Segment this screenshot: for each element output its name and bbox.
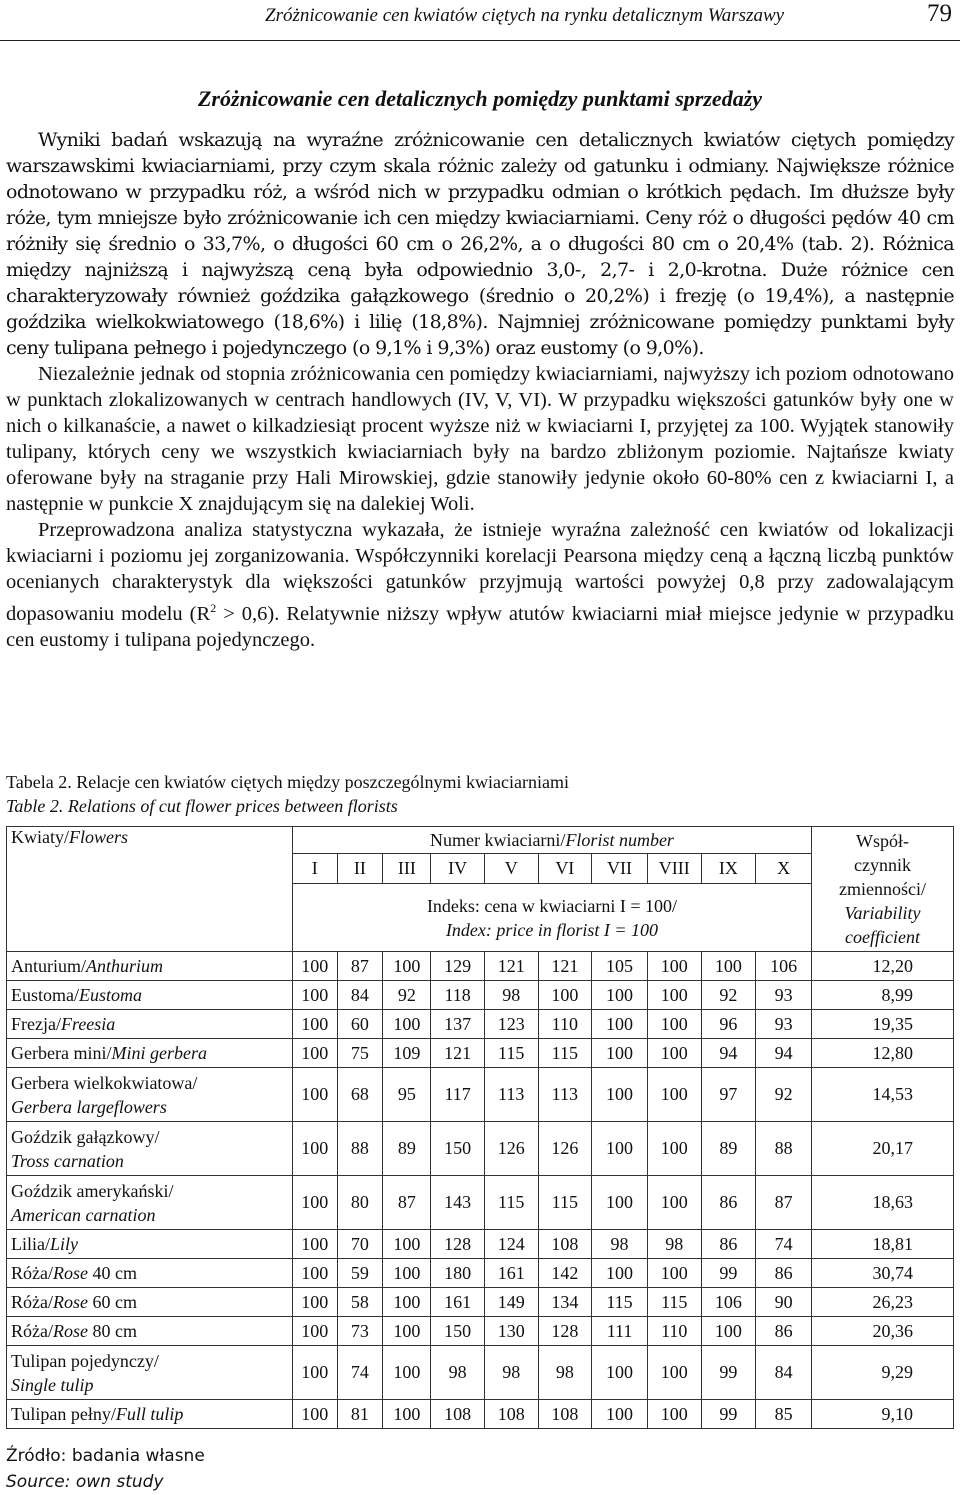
- index-value-cell: 130: [484, 1317, 538, 1346]
- index-value-cell: 92: [701, 981, 756, 1010]
- index-value-cell: 100: [647, 1068, 701, 1122]
- index-value-cell: 100: [292, 1288, 337, 1317]
- index-value-cell: 100: [701, 952, 756, 981]
- flower-name-cell: [7, 1230, 293, 1259]
- index-value-cell: 98: [538, 1346, 592, 1400]
- index-value-cell: 87: [756, 1176, 812, 1230]
- caption-en: Table 2. Relations of cut flower prices between florists: [6, 796, 398, 816]
- table-row: [7, 1230, 954, 1259]
- flower-name-pl: Gerbera wielkokwiatowa/: [11, 1072, 198, 1093]
- index-value-cell: 108: [431, 1400, 485, 1429]
- flower-length: 40 cm: [88, 1263, 137, 1283]
- index-value-cell: 128: [538, 1317, 592, 1346]
- index-value-cell: 100: [592, 1176, 648, 1230]
- index-value-cell: 115: [647, 1288, 701, 1317]
- index-value-cell: 85: [756, 1400, 812, 1429]
- index-value-cell: 161: [431, 1288, 485, 1317]
- index-value-cell: 89: [383, 1122, 431, 1176]
- index-value-cell: 110: [647, 1317, 701, 1346]
- index-value-cell: 100: [292, 1068, 337, 1122]
- index-value-cell: 115: [484, 1039, 538, 1068]
- flower-name-en: Rose: [53, 1321, 88, 1341]
- index-value-cell: 100: [647, 1010, 701, 1039]
- index-value-cell: 117: [431, 1068, 485, 1122]
- index-value-cell: 100: [592, 1400, 648, 1429]
- flower-name-pl: Lilia/: [11, 1234, 50, 1254]
- index-value-cell: 100: [292, 1039, 337, 1068]
- florist-number-cell: X: [756, 854, 812, 884]
- index-value-cell: 115: [538, 1176, 592, 1230]
- index-value-cell: 74: [337, 1346, 383, 1400]
- index-value-cell: 100: [383, 1259, 431, 1288]
- index-value-cell: 98: [484, 1346, 538, 1400]
- index-value-cell: 99: [701, 1259, 756, 1288]
- flower-name-cell: [7, 1122, 293, 1176]
- index-value-cell: 68: [337, 1068, 383, 1122]
- index-value-cell: 75: [337, 1039, 383, 1068]
- index-value-cell: 94: [701, 1039, 756, 1068]
- index-value-cell: 108: [484, 1400, 538, 1429]
- index-value-cell: 100: [701, 1317, 756, 1346]
- flower-length: 60 cm: [88, 1292, 137, 1312]
- body-text: [6, 127, 954, 653]
- flower-name-pl: Goździk amerykański/: [11, 1180, 174, 1201]
- index-value-cell: 108: [538, 1400, 592, 1429]
- index-value-cell: 105: [592, 952, 648, 981]
- index-value-cell: 149: [484, 1288, 538, 1317]
- index-value-cell: 109: [383, 1039, 431, 1068]
- header-index: Indeks: cena w kwiaciarni I = 100/ Index: price in florist I = 100: [292, 884, 811, 952]
- index-value-cell: 100: [383, 1346, 431, 1400]
- flower-name-en: Mini gerbera: [111, 1043, 207, 1063]
- flower-name-pl: Tulipan pełny/: [11, 1404, 116, 1424]
- flower-name-cell: [7, 1039, 293, 1068]
- index-value-cell: 100: [647, 981, 701, 1010]
- index-value-cell: 100: [292, 1400, 337, 1429]
- index-value-cell: 100: [538, 981, 592, 1010]
- index-value-cell: 106: [756, 952, 812, 981]
- flower-name-en: Rose: [53, 1292, 88, 1312]
- index-value-cell: 100: [292, 1176, 337, 1230]
- flower-name-pl: Eustoma/: [11, 985, 79, 1005]
- index-value-cell: 100: [647, 1039, 701, 1068]
- index-value-cell: 80: [337, 1176, 383, 1230]
- index-value-cell: 86: [701, 1230, 756, 1259]
- index-value-cell: 98: [592, 1230, 648, 1259]
- variability-cell: 18,63: [812, 1176, 954, 1230]
- index-value-cell: 89: [701, 1122, 756, 1176]
- index-value-cell: 90: [756, 1288, 812, 1317]
- index-value-cell: 94: [756, 1039, 812, 1068]
- index-value-cell: 142: [538, 1259, 592, 1288]
- index-value-cell: 59: [337, 1259, 383, 1288]
- table-row: [7, 1010, 954, 1039]
- index-value-cell: 86: [756, 1259, 812, 1288]
- index-value-cell: 92: [756, 1068, 812, 1122]
- index-value-cell: 121: [538, 952, 592, 981]
- page-header: [0, 0, 960, 41]
- variability-cell: 26,23: [812, 1288, 954, 1317]
- index-value-cell: 98: [431, 1346, 485, 1400]
- flower-name-cell: [7, 1259, 293, 1288]
- flower-name-en: Eustoma: [79, 985, 142, 1005]
- index-value-cell: 113: [538, 1068, 592, 1122]
- index-value-cell: 86: [701, 1176, 756, 1230]
- index-value-cell: 88: [756, 1122, 812, 1176]
- table-row: [7, 1068, 954, 1122]
- variability-cell: 20,36: [812, 1317, 954, 1346]
- index-value-cell: 86: [756, 1317, 812, 1346]
- index-value-cell: 100: [592, 1068, 648, 1122]
- index-value-cell: 100: [292, 981, 337, 1010]
- index-value-cell: 161: [484, 1259, 538, 1288]
- paragraph-1: Wyniki badań wskazują na wyraźne zróżnicowanie cen detalicznych kwiatów ciętych pomiędzy warszawskimi kwiaciarniami, przy czym skala różnic zależy od gatunku i odmiany. Największe różnice odnotowano w przypadku róż, a wśród nich w przypadku odmian o krótkich pędach. Im dłuższe były róże, tym mniejsze było zróżnicowanie ich cen między kwiaciarniami. Ceny róż o długości pędów 40 cm różniły się średnio o 33,7%, o długości 60 cm o 26,2%, a o długości 80 cm o 20,4% (tab. 2). Różnica między najniższą i najwyższą ceną była odpowiednio 3,0-, 2,7- i 2,0-krotna. Duże różnice cen charakteryzowały również goździka gałązkowego (średnio o 20,2%) i frezję (o 19,4%), a następnie goździka wielkokwiatowego (18,6%) i lilię (18,8%). Najmniej zróżnicowane pomiędzy punktami były ceny tulipana pełnego i pojedynczego (o 9,1% i 9,3%) oraz eustomy (o 9,0%).: [6, 129, 954, 359]
- variability-cell: 12,80: [812, 1039, 954, 1068]
- flower-name-cell: [7, 1317, 293, 1346]
- index-value-cell: 73: [337, 1317, 383, 1346]
- flower-name-cell: [7, 1288, 293, 1317]
- variability-cell: 9,29: [812, 1346, 954, 1400]
- florist-number-cell: VII: [592, 854, 648, 884]
- variability-cell: 14,53: [812, 1068, 954, 1122]
- index-value-cell: 100: [383, 1230, 431, 1259]
- florist-number-cell: IV: [431, 854, 485, 884]
- index-value-cell: 100: [592, 1122, 648, 1176]
- price-relations-table: [6, 826, 954, 1429]
- index-value-cell: 106: [701, 1288, 756, 1317]
- flower-name-cell: [7, 981, 293, 1010]
- index-value-cell: 134: [538, 1288, 592, 1317]
- source-pl: Źródło: badania własne: [6, 1446, 205, 1466]
- index-value-cell: 84: [337, 981, 383, 1010]
- header-florist-number: Numer kwiaciarni/Florist number: [292, 827, 811, 854]
- index-value-cell: 100: [383, 1400, 431, 1429]
- flower-name-pl: Tulipan pojedynczy/: [11, 1350, 159, 1371]
- florist-number-cell: III: [383, 854, 431, 884]
- index-value-cell: 88: [337, 1122, 383, 1176]
- index-value-cell: 100: [383, 1010, 431, 1039]
- index-value-cell: 81: [337, 1400, 383, 1429]
- flower-name-en: Anthurium: [86, 956, 164, 976]
- table-row: [7, 1176, 954, 1230]
- index-value-cell: 100: [292, 1259, 337, 1288]
- index-value-cell: 98: [647, 1230, 701, 1259]
- index-value-cell: 99: [701, 1346, 756, 1400]
- index-value-cell: 126: [538, 1122, 592, 1176]
- table-source: [6, 1443, 205, 1495]
- index-value-cell: 126: [484, 1122, 538, 1176]
- index-value-cell: 93: [756, 1010, 812, 1039]
- table-row: [7, 1346, 954, 1400]
- flower-name-pl: Róża/: [11, 1321, 53, 1341]
- florist-number-cell: VI: [538, 854, 592, 884]
- flower-name-en: American carnation: [11, 1204, 156, 1225]
- flower-name-en: Gerbera largeflowers: [11, 1096, 167, 1117]
- header-variability: Współ- czynnik zmienności/ Variability coefficient: [812, 827, 954, 952]
- index-value-cell: 108: [538, 1230, 592, 1259]
- index-value-cell: 110: [538, 1010, 592, 1039]
- index-value-cell: 100: [292, 1346, 337, 1400]
- caption-pl: Tabela 2. Relacje cen kwiatów ciętych między poszczególnymi kwiaciarniami: [6, 772, 570, 792]
- index-value-cell: 124: [484, 1230, 538, 1259]
- index-value-cell: 111: [592, 1317, 648, 1346]
- table-caption: [6, 770, 569, 818]
- flower-name-en: Tross carnation: [11, 1150, 124, 1171]
- index-value-cell: 100: [592, 981, 648, 1010]
- index-value-cell: 100: [292, 952, 337, 981]
- variability-cell: 12,20: [812, 952, 954, 981]
- florist-number-cell: IX: [701, 854, 756, 884]
- index-value-cell: 123: [484, 1010, 538, 1039]
- table-row: [7, 952, 954, 981]
- table-row: [7, 1259, 954, 1288]
- header-flowers: Kwiaty/Flowers: [7, 827, 293, 952]
- index-value-cell: 115: [484, 1176, 538, 1230]
- index-value-cell: 100: [647, 1122, 701, 1176]
- index-value-cell: 121: [484, 952, 538, 981]
- variability-cell: 18,81: [812, 1230, 954, 1259]
- index-value-cell: 100: [647, 1346, 701, 1400]
- index-value-cell: 100: [592, 1346, 648, 1400]
- index-value-cell: 87: [337, 952, 383, 981]
- index-value-cell: 96: [701, 1010, 756, 1039]
- index-value-cell: 137: [431, 1010, 485, 1039]
- index-value-cell: 100: [647, 1400, 701, 1429]
- variability-cell: 8,99: [812, 981, 954, 1010]
- flower-name-pl: Gerbera mini/: [11, 1043, 112, 1063]
- index-value-cell: 93: [756, 981, 812, 1010]
- index-value-cell: 92: [383, 981, 431, 1010]
- table-row: [7, 1288, 954, 1317]
- section-title: Zróżnicowanie cen detalicznych pomiędzy punktami sprzedaży: [197, 86, 763, 111]
- flower-name-cell: [7, 1068, 293, 1122]
- index-value-cell: 150: [431, 1122, 485, 1176]
- paragraph-3-text: Przeprowadzona analiza statystyczna wykazała, że istnieje wyraźna zależność cen kwiatów od lokalizacji kwiaciarni i poziomu jej zorganizowania. Współczynniki korelacji Pearsona między ceną a łączną liczbą punktów ocenianych charakterystyk dla większości gatunków przyjmują wartości powyżej 0,8 przy zadowalającym dopasowaniu modelu (R: [6, 519, 954, 625]
- paragraph-2: Niezależnie jednak od stopnia zróżnicowania cen pomiędzy kwiaciarniami, najwyższy ich poziom odnotowano w punktach zlokalizowanych w centrach handlowych (IV, V, VI). W przypadku większości gatunków były one w nich o kilkanaście, a nawet o kilkadziesiąt procent wyższe niż w kwiaciarni I, przyjętej za 100. Wyjątek stanowiły tulipany, których ceny we wszystkich kwiaciarniach były na bardzo zbliżonym poziomie. Najtańsze kwiaty oferowane były na straganie przy Hali Mirowskiej, gdzie stanowiły jedynie około 60-80% cen z kwiaciarni I, a następnie w punkcie X znajdującym się na dalekiej Woli.: [6, 363, 954, 515]
- index-value-cell: 84: [756, 1346, 812, 1400]
- variability-cell: 9,10: [812, 1400, 954, 1429]
- flower-name-cell: [7, 1346, 293, 1400]
- variability-cell: 20,17: [812, 1122, 954, 1176]
- index-value-cell: 87: [383, 1176, 431, 1230]
- florist-number-cell: VIII: [647, 854, 701, 884]
- index-value-cell: 100: [383, 1288, 431, 1317]
- index-value-cell: 100: [292, 1010, 337, 1039]
- table-row: [7, 981, 954, 1010]
- index-value-cell: 115: [592, 1288, 648, 1317]
- page-number: 79: [927, 0, 952, 27]
- index-value-cell: 100: [647, 1176, 701, 1230]
- flower-length: 80 cm: [88, 1321, 137, 1341]
- index-value-cell: 100: [647, 952, 701, 981]
- florist-number-cell: I: [292, 854, 337, 884]
- flower-name-cell: [7, 1176, 293, 1230]
- florist-number-cell: II: [337, 854, 383, 884]
- flower-name-cell: [7, 1010, 293, 1039]
- index-value-cell: 100: [292, 1122, 337, 1176]
- flower-name-en: Rose: [53, 1263, 88, 1283]
- florist-number-cell: V: [484, 854, 538, 884]
- paragraph-3-text-end: > 0,6). Relatywnie niższy wpływ atutów kwiaciarni miał miejsce jedynie w przypadku cen eustomy i tulipana pojedynczego.: [6, 602, 954, 651]
- flower-name-pl: Goździk gałązkowy/: [11, 1126, 160, 1147]
- index-value-cell: 121: [431, 1039, 485, 1068]
- index-value-cell: 180: [431, 1259, 485, 1288]
- flower-name-en: Single tulip: [11, 1374, 94, 1395]
- table-row: [7, 1317, 954, 1346]
- flower-name-en: Freesia: [60, 1014, 116, 1034]
- flower-name-pl: Frezja/: [11, 1014, 61, 1034]
- index-value-cell: 128: [431, 1230, 485, 1259]
- table-row: [7, 1039, 954, 1068]
- superscript: 2: [210, 601, 217, 615]
- index-value-cell: 97: [701, 1068, 756, 1122]
- table-row: [7, 1400, 954, 1429]
- index-value-cell: 100: [383, 952, 431, 981]
- index-value-cell: 113: [484, 1068, 538, 1122]
- index-value-cell: 100: [292, 1317, 337, 1346]
- index-value-cell: 58: [337, 1288, 383, 1317]
- paragraph-3: [6, 517, 954, 653]
- index-value-cell: 100: [292, 1230, 337, 1259]
- source-en: Source: own study: [6, 1472, 164, 1492]
- index-value-cell: 118: [431, 981, 485, 1010]
- flower-name-en: Lily: [50, 1234, 79, 1254]
- variability-cell: 30,74: [812, 1259, 954, 1288]
- index-value-cell: 100: [647, 1259, 701, 1288]
- index-value-cell: 129: [431, 952, 485, 981]
- index-value-cell: 100: [592, 1010, 648, 1039]
- flower-name-pl: Anturium/: [11, 956, 86, 976]
- index-value-cell: 100: [592, 1039, 648, 1068]
- index-value-cell: 98: [484, 981, 538, 1010]
- flower-name-pl: Róża/: [11, 1292, 53, 1312]
- index-value-cell: 150: [431, 1317, 485, 1346]
- table-row: [7, 1122, 954, 1176]
- index-value-cell: 99: [701, 1400, 756, 1429]
- index-value-cell: 95: [383, 1068, 431, 1122]
- flower-name-pl: Róża/: [11, 1263, 53, 1283]
- flower-name-en: Full tulip: [115, 1404, 184, 1424]
- variability-cell: 19,35: [812, 1010, 954, 1039]
- running-title: Zróżnicowanie cen kwiatów ciętych na rynku detalicznym Warszawy: [265, 5, 785, 26]
- flower-name-cell: [7, 1400, 293, 1429]
- index-value-cell: 60: [337, 1010, 383, 1039]
- index-value-cell: 70: [337, 1230, 383, 1259]
- flower-name-cell: [7, 952, 293, 981]
- index-value-cell: 143: [431, 1176, 485, 1230]
- index-value-cell: 74: [756, 1230, 812, 1259]
- index-value-cell: 115: [538, 1039, 592, 1068]
- index-value-cell: 100: [592, 1259, 648, 1288]
- index-value-cell: 100: [383, 1317, 431, 1346]
